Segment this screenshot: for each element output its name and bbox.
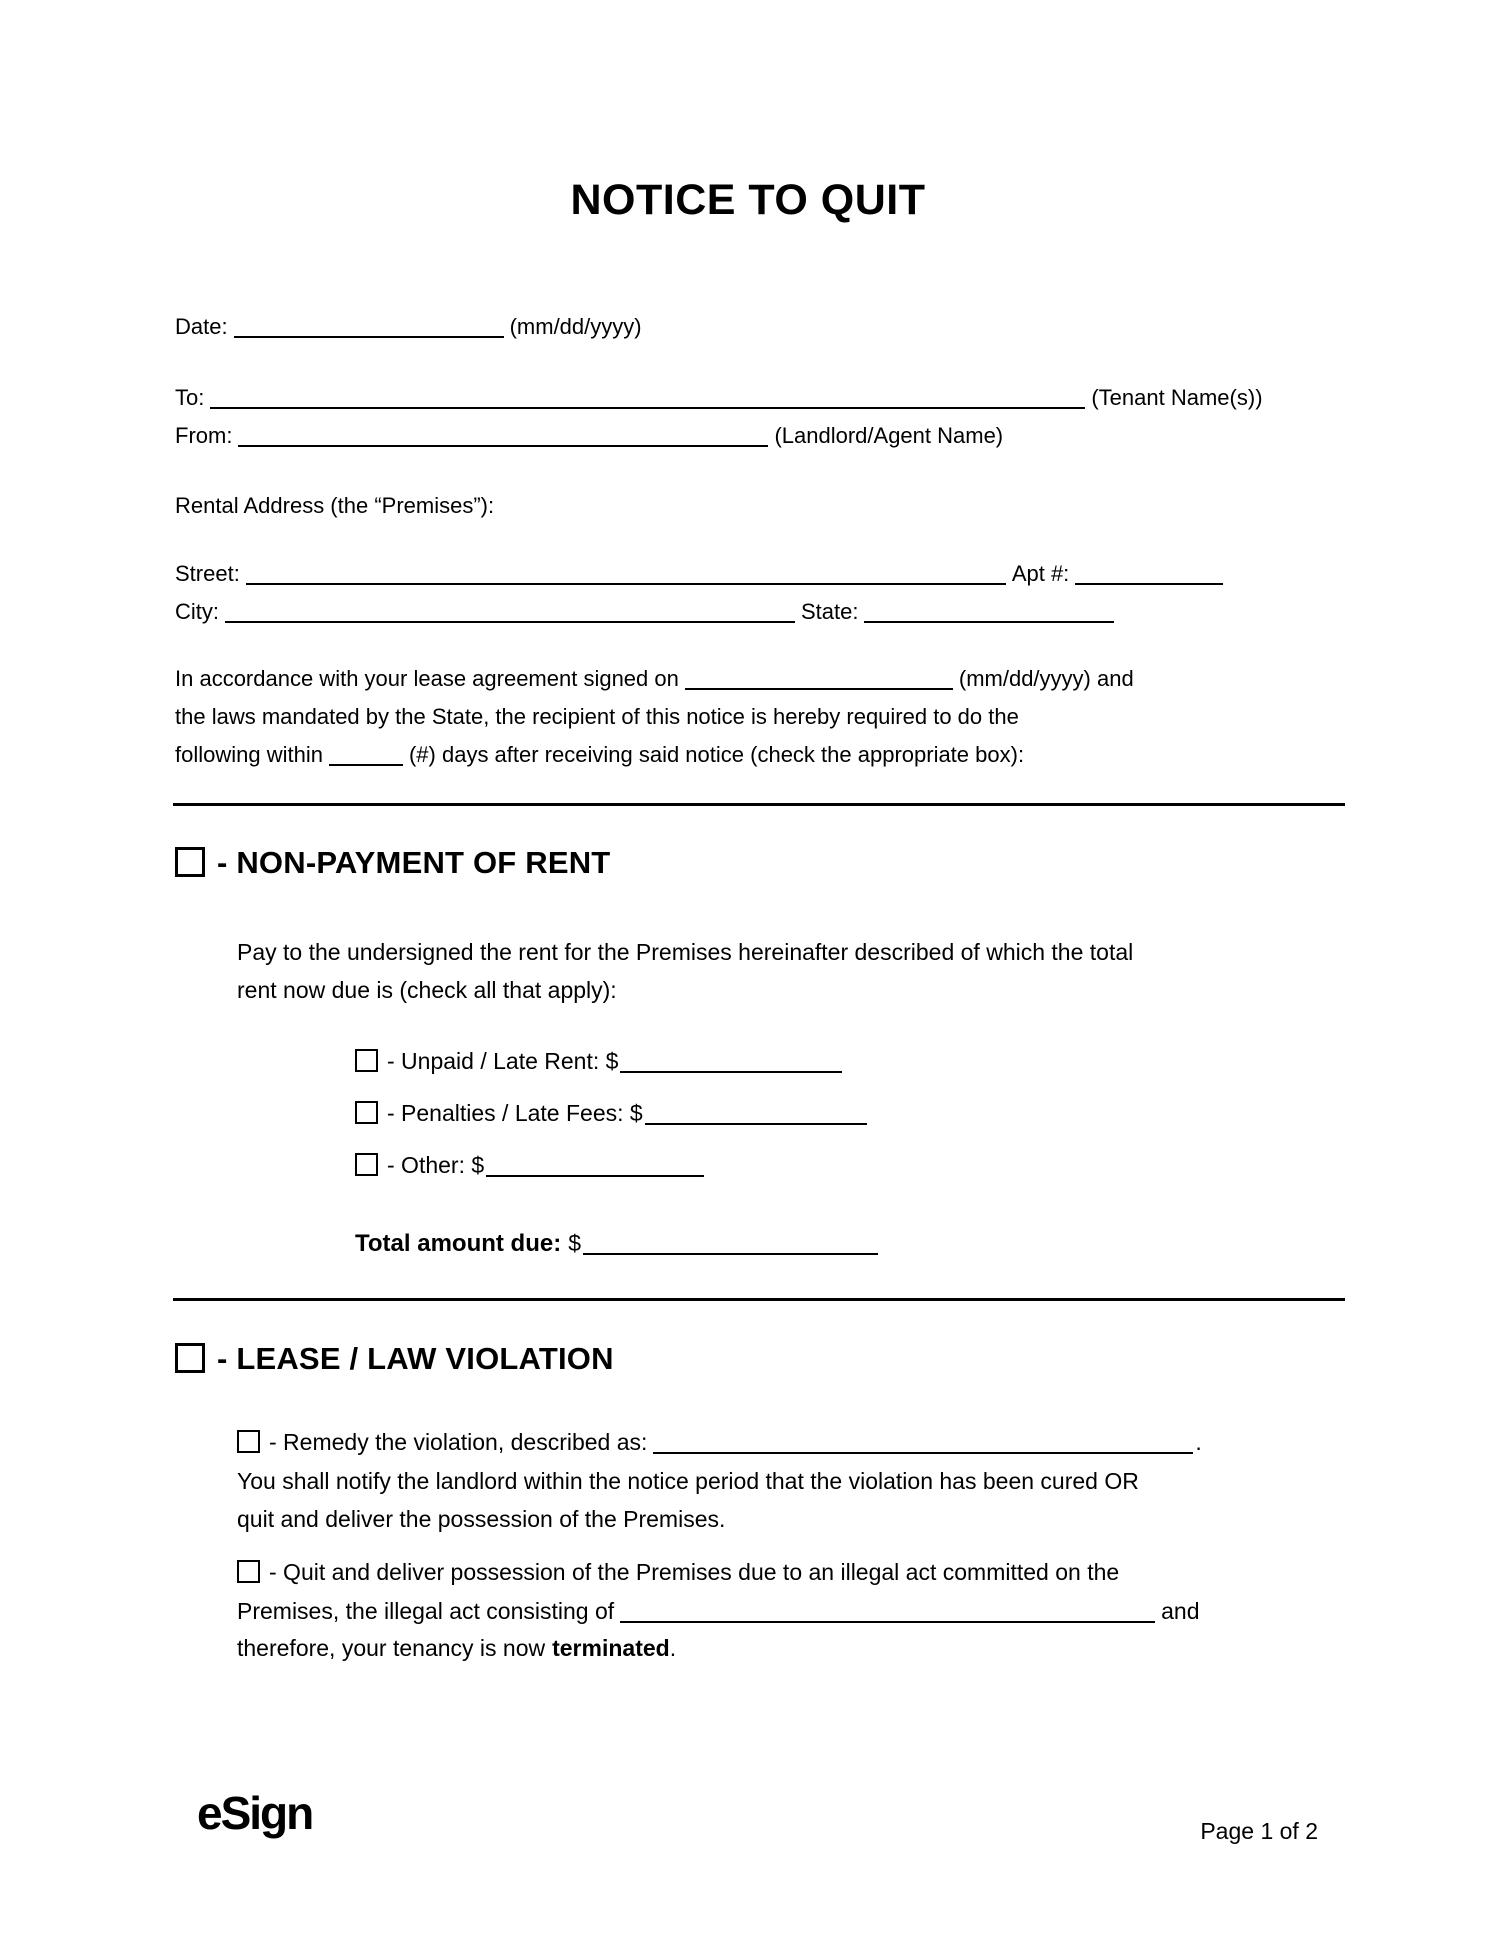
date-format-hint: (mm/dd/yyyy) [509, 314, 642, 339]
total-amount-row [355, 1230, 884, 1258]
street-label: Street: [175, 561, 240, 586]
unpaid-late-rent-row [355, 1048, 848, 1075]
violation-description-blank[interactable] [653, 1446, 1193, 1454]
intro-text-2: (mm/dd/yyyy) and [958, 666, 1134, 691]
tenant-name-hint: (Tenant Name(s)) [1091, 385, 1263, 410]
unpaid-late-rent-checkbox[interactable] [355, 1049, 378, 1072]
intro-paragraph-line3 [175, 742, 1024, 768]
page-title: NOTICE TO QUIT [570, 176, 926, 224]
rental-address-heading: Rental Address (the “Premises”): [175, 493, 495, 518]
remedy-line3: quit and deliver the possession of the Premises. [237, 1506, 726, 1532]
apt-label: Apt #: [1011, 561, 1070, 586]
quit-line2-pre: Premises, the illegal act consisting of [237, 1598, 615, 1624]
quit-premises-row [237, 1559, 1119, 1586]
landlord-name-blank[interactable] [238, 439, 768, 447]
intro-paragraph-line2: the laws mandated by the State, the recipient of this notice is hereby required to do the [175, 704, 1019, 729]
to-label: To: [175, 385, 205, 410]
state-blank[interactable] [864, 615, 1114, 623]
pay-instruction-line2: rent now due is (check all that apply): [237, 977, 617, 1003]
apt-blank[interactable] [1075, 577, 1223, 585]
intro-text-3: following within [175, 742, 323, 767]
lease-violation-checkbox[interactable] [175, 1343, 205, 1373]
unpaid-late-rent-amount-blank[interactable] [620, 1065, 842, 1073]
section-divider-2 [173, 1298, 1345, 1301]
quit-line3-pre: therefore, your tenancy is now [237, 1635, 546, 1661]
city-field-row [175, 599, 1120, 625]
esign-logo: eSign [197, 1787, 313, 1839]
notice-days-blank[interactable] [329, 758, 403, 766]
state-label: State: [801, 599, 859, 624]
from-field-row [175, 423, 1003, 449]
date-label: Date: [175, 314, 228, 339]
other-amount-checkbox[interactable] [355, 1153, 378, 1176]
date-field-row [175, 314, 642, 340]
section-divider-1 [173, 803, 1345, 806]
other-amount-row [355, 1152, 710, 1179]
page-number: Page 1 of 2 [1200, 1818, 1318, 1844]
quit-line3-period: . [669, 1635, 677, 1661]
intro-text-4: (#) days after receiving said notice (check the appropriate box): [408, 742, 1025, 767]
penalties-late-fees-row [355, 1100, 873, 1127]
non-payment-section-heading [175, 845, 610, 881]
total-amount-label: Total amount due: [355, 1230, 562, 1257]
quit-checkbox[interactable] [237, 1560, 260, 1583]
unpaid-late-rent-label: - Unpaid / Late Rent: $ [387, 1048, 619, 1074]
remedy-violation-row [237, 1429, 1202, 1456]
intro-text-1: In accordance with your lease agreement signed on [175, 666, 679, 691]
street-blank[interactable] [246, 577, 1006, 585]
quit-line2 [237, 1598, 1200, 1625]
non-payment-heading-label: - NON-PAYMENT OF RENT [217, 845, 611, 880]
non-payment-checkbox[interactable] [175, 847, 205, 877]
illegal-act-blank[interactable] [620, 1615, 1155, 1623]
remedy-period: . [1195, 1429, 1202, 1455]
penalties-late-fees-label: - Penalties / Late Fees: $ [387, 1100, 643, 1126]
total-currency: $ [568, 1230, 581, 1256]
street-field-row [175, 561, 1229, 587]
date-blank[interactable] [234, 330, 504, 338]
landlord-name-hint: (Landlord/Agent Name) [774, 423, 1004, 448]
quit-line2-suffix: and [1161, 1598, 1200, 1624]
penalties-late-fees-checkbox[interactable] [355, 1101, 378, 1124]
terminated-emphasis: terminated [552, 1635, 670, 1661]
city-blank[interactable] [225, 615, 795, 623]
quit-line3 [237, 1635, 676, 1662]
to-field-row [175, 385, 1263, 411]
penalties-late-fees-amount-blank[interactable] [645, 1117, 867, 1125]
lease-violation-heading-label: - LEASE / LAW VIOLATION [217, 1341, 614, 1376]
intro-paragraph-line1 [175, 666, 1134, 692]
remedy-checkbox[interactable] [237, 1430, 260, 1453]
pay-instruction-line1: Pay to the undersigned the rent for the Premises hereinafter described of which the total [237, 939, 1134, 965]
city-label: City: [175, 599, 219, 624]
quit-label: - Quit and deliver possession of the Premises due to an illegal act committed on the [269, 1559, 1120, 1585]
total-amount-blank[interactable] [583, 1247, 878, 1255]
other-amount-blank[interactable] [486, 1169, 704, 1177]
remedy-line2: You shall notify the landlord within the notice period that the violation has been cured OR [237, 1468, 1139, 1494]
remedy-label: - Remedy the violation, described as: [269, 1429, 648, 1455]
lease-violation-section-heading [175, 1341, 614, 1377]
lease-signed-date-blank[interactable] [685, 682, 953, 690]
tenant-name-blank[interactable] [210, 401, 1085, 409]
other-amount-label: - Other: $ [387, 1152, 485, 1178]
from-label: From: [175, 423, 233, 448]
